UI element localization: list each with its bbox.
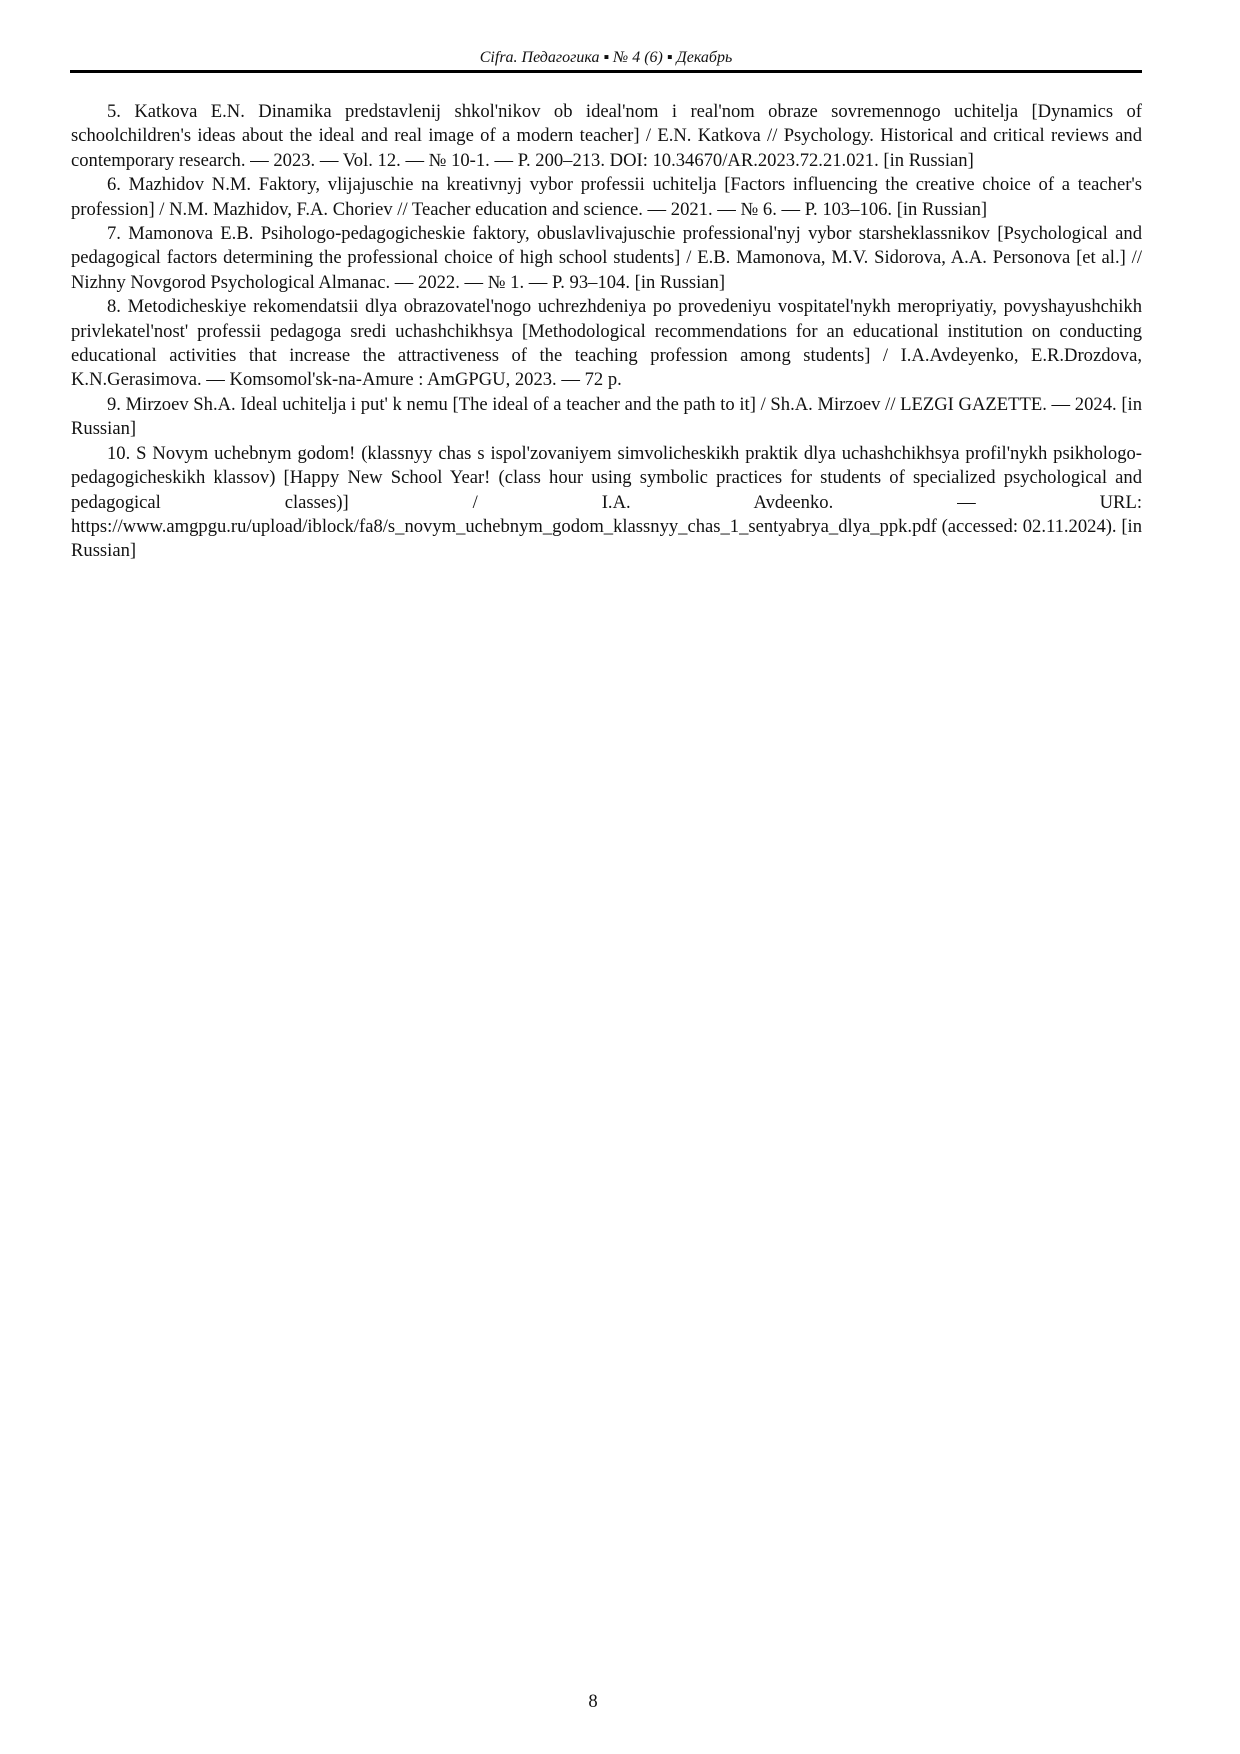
reference-item-6: 6. Mazhidov N.M. Faktory, vlijajuschie na kreativnyj vybor professii uchitelja [Factors influencing the creative choice of a teacher's profession] / N.M. Mazhidov, F.A. Choriev // Teacher education and science. — 2021. — № 6. — P. 103–106. [in Russian] <box>71 174 1142 220</box>
reference-item-8: 8. Metodicheskiye rekomendatsii dlya obrazovatel'nogo uchrezhdeniya po provedeniyu vospitatel'nykh meropriyatiy, povyshayushchikh privlekatel'nost' professii pedagoga sredi uchashchikhsya [Methodological recommendations for an educational institution on conducting educational activities that increase the attractiveness of the teaching profession among students] / I.A.Avdeyenko, E.R.Drozdova, K.N.Gerasimova. — Komsomol'sk-na-Amure : AmGPGU, 2023. — 72 p. <box>71 296 1142 391</box>
header-rule <box>70 70 1142 73</box>
reference-item-7: 7. Mamonova E.B. Psihologo-pedagogicheskie faktory, obuslavlivajuschie professional'nyj vybor starsheklassnikov [Psychological and pedagogical factors determining the professional choice of high school students] / E.B. Mamonova, M.V. Sidorova, A.A. Personova [et al.] // Nizhny Novgorod Psychological Almanac. — 2022. — № 1. — P. 93–104. [in Russian] <box>71 223 1142 293</box>
page-number: 8 <box>588 1691 598 1712</box>
reference-list <box>71 100 1142 564</box>
reference-item-9: 9. Mirzoev Sh.A. Ideal uchitelja i put' k nemu [The ideal of a teacher and the path to it] / Sh.A. Mirzoev // LEZGI GAZETTE. — 2024. [in Russian] <box>71 393 1142 440</box>
running-header: Cifra. Педагогика ▪ № 4 (6) ▪ Декабрь <box>479 49 733 66</box>
reference-item-10: 10. S Novym uchebnym godom! (klassnyy chas s ispol'zovaniyem simvolicheskikh praktik dlya uchashchikhsya profil'nykh psikhologo-pedagogicheskikh klassov) [Happy New School Year! (class hour using symbolic practices for students of specialized psychological and pedagogical classes)] / I.A. Avdeenko. — URL: https://www.amgpgu.ru/upload/iblock/fa8/s_novym_uchebnym_godom_klassnyy_chas_1_sentyabrya_dlya_ppk.pdf (accessed: 02.11.2024). [in Russian] <box>71 442 1142 562</box>
reference-item-5: 5. Katkova E.N. Dinamika predstavlenij shkol'nikov ob ideal'nom i real'nom obraze sovremennogo uchitelja [Dynamics of schoolchildren's ideas about the ideal and real image of a modern teacher] / E.N. Katkova // Psychology. Historical and critical reviews and contemporary research. — 2023. — Vol. 12. — № 10-1. — P. 200–213. DOI: 10.34670/AR.2023.72.21.021. [in Russian] <box>71 101 1142 171</box>
